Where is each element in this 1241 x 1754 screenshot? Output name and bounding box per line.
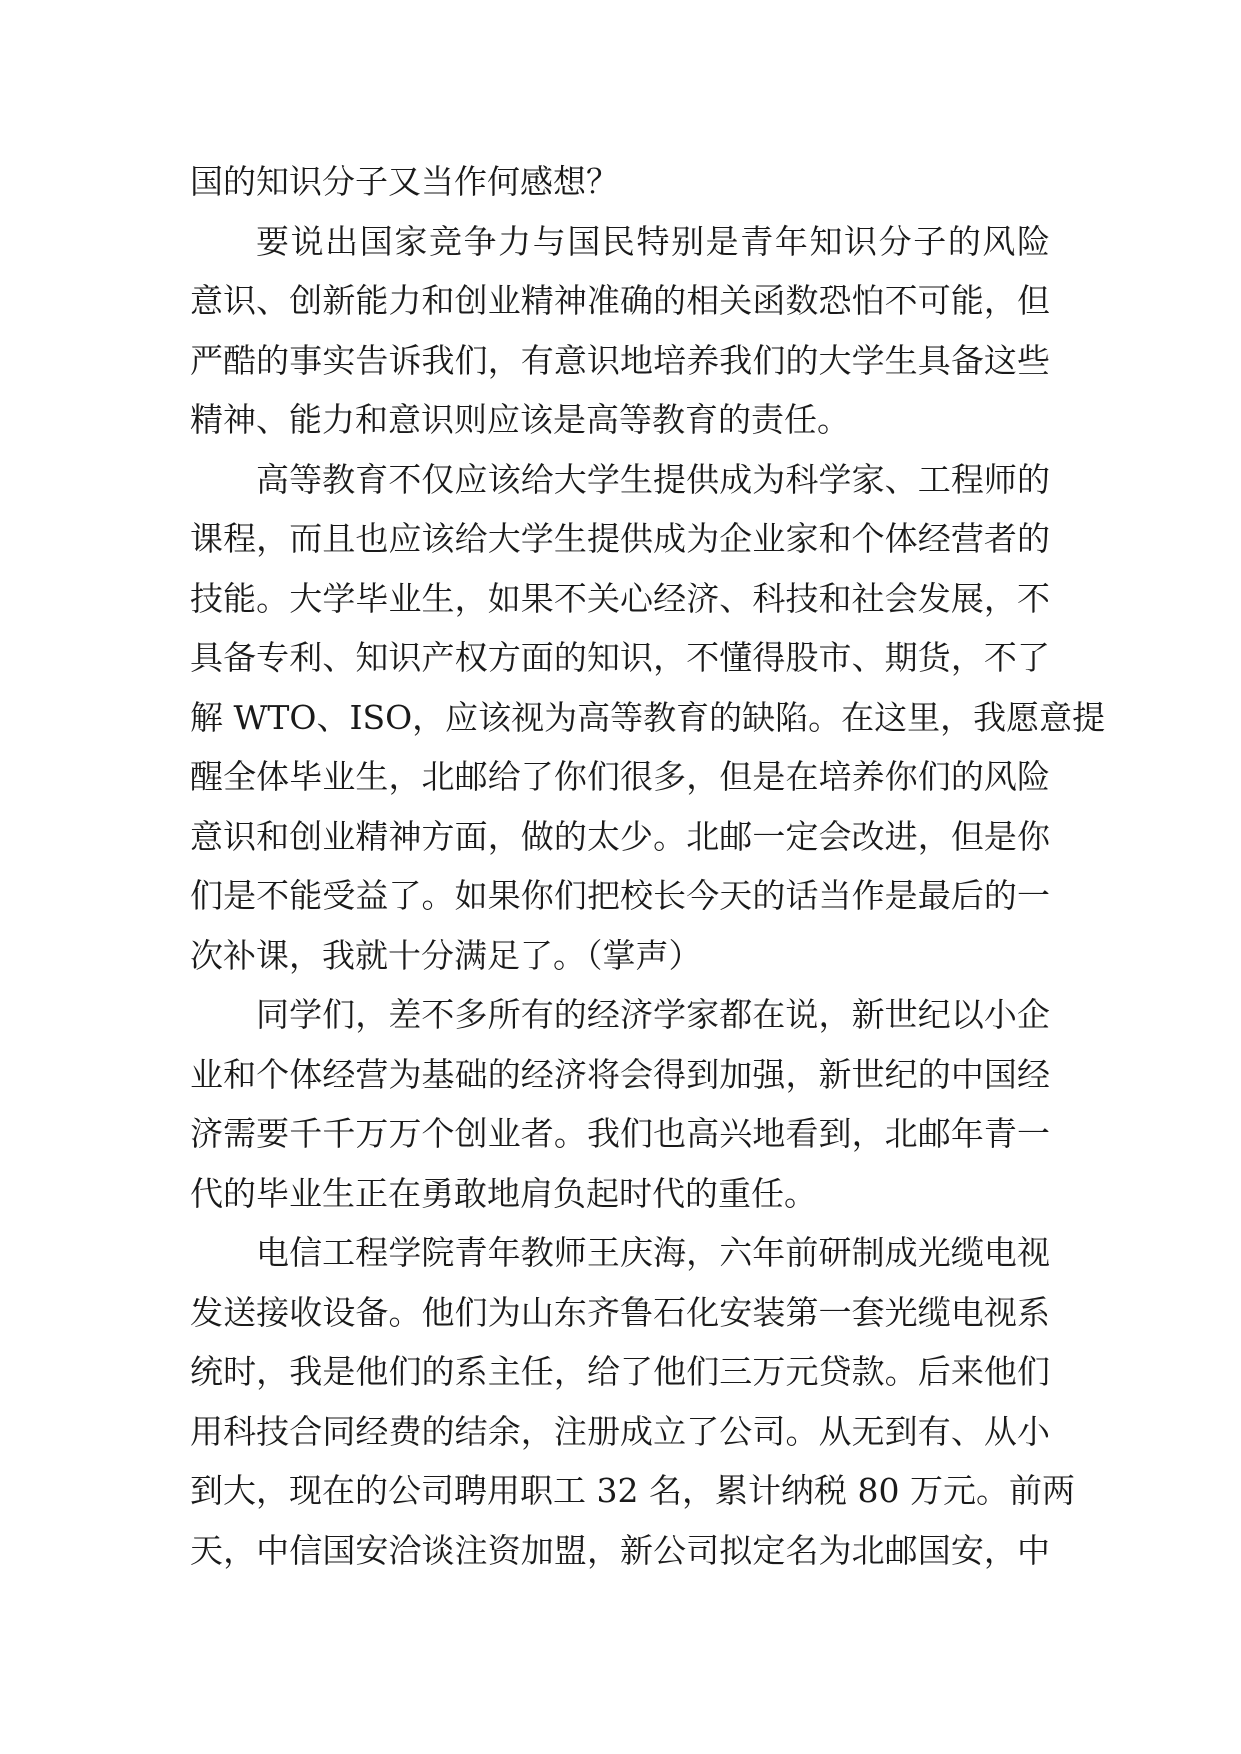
text-line: 解 WTO、ISO，应该视为高等教育的缺陷。在这里，我愿意提 — [190, 698, 1106, 737]
text-line: 业和个体经营为基础的经济将会得到加强，新世纪的中国经 — [190, 1055, 1050, 1094]
text-line: 醒全体毕业生，北邮给了你们很多，但是在培养你们的风险 — [190, 757, 1050, 796]
text-line: 统时，我是他们的系主任，给了他们三万元贷款。后来他们 — [190, 1352, 1050, 1391]
text-line: 高等教育不仅应该给大学生提供成为科学家、工程师的 — [256, 460, 1050, 499]
text-line: 技能。大学毕业生，如果不关心经济、科技和社会发展，不 — [190, 579, 1050, 618]
text-line: 同学们，差不多所有的经济学家都在说，新世纪以小企 — [256, 995, 1050, 1034]
text-line: 要说出国家竞争力与国民特别是青年知识分子的风险 — [256, 222, 1050, 261]
text-line: 用科技合同经费的结余，注册成立了公司。从无到有、从小 — [190, 1412, 1050, 1451]
text-line: 们是不能受益了。如果你们把校长今天的话当作是最后的一 — [190, 876, 1050, 915]
text-line: 发送接收设备。他们为山东齐鲁石化安装第一套光缆电视系 — [190, 1293, 1050, 1332]
text-line: 到大，现在的公司聘用职工 32 名，累计纳税 80 万元。前两 — [190, 1471, 1075, 1510]
text-line: 次补课，我就十分满足了。（掌声） — [190, 936, 702, 975]
text-line: 具备专利、知识产权方面的知识，不懂得股市、期货，不了 — [190, 638, 1050, 677]
text-line: 意识和创业精神方面，做的太少。北邮一定会改进，但是你 — [190, 817, 1050, 856]
text-line: 意识、创新能力和创业精神准确的相关函数恐怕不可能，但 — [190, 281, 1050, 320]
text-line: 代的毕业生正在勇敢地肩负起时代的重任。 — [190, 1174, 817, 1213]
text-line: 精神、能力和意识则应该是高等教育的责任。 — [190, 400, 850, 439]
text-line: 严酷的事实告诉我们，有意识地培养我们的大学生具备这些 — [190, 341, 1050, 380]
text-line: 国的知识分子又当作何感想？ — [190, 162, 619, 201]
text-line: 济需要千千万万个创业者。我们也高兴地看到，北邮年青一 — [190, 1114, 1050, 1153]
text-line: 天，中信国安洽谈注资加盟，新公司拟定名为北邮国安，中 — [190, 1531, 1050, 1570]
text-line: 电信工程学院青年教师王庆海，六年前研制成光缆电视 — [256, 1233, 1050, 1272]
text-line: 课程，而且也应该给大学生提供成为企业家和个体经营者的 — [190, 519, 1050, 558]
